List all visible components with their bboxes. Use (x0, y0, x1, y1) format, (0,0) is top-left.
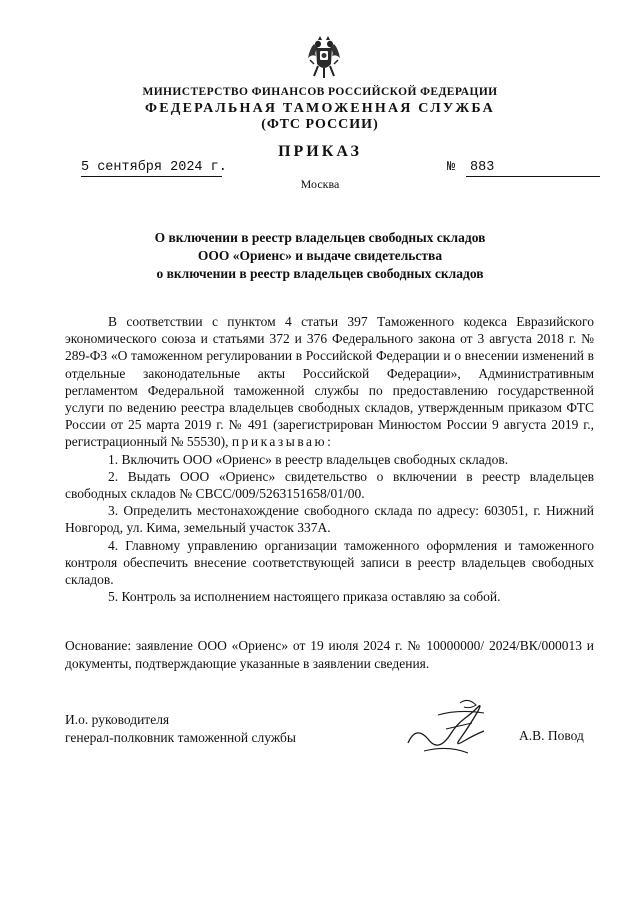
coat-of-arms-emblem (304, 34, 344, 80)
order-number: 883 (466, 160, 600, 177)
number-sign: № (447, 160, 456, 175)
document-body (65, 313, 594, 605)
handwritten-signature (398, 695, 508, 765)
title-line: о включении в реестр владельцев свободных складов (156, 266, 484, 281)
title-line: О включении в реестр владельцев свободных складов (154, 230, 486, 245)
basis-paragraph: Основание: заявление ООО «Ориенс» от 19 июля 2024 г. № 10000000/ 2024/ВК/000013 и документы, подтверждающие указанные в заявлении сведения. (65, 638, 594, 671)
signatory-position (65, 711, 296, 747)
service-abbreviation: (ФТС РОССИИ) (261, 117, 379, 132)
order-word: приказываю: (231, 434, 334, 450)
service-name: ФЕДЕРАЛЬНАЯ ТАМОЖЕННАЯ СЛУЖБА (145, 101, 495, 116)
order-date: 5 сентября 2024 г. (81, 160, 227, 175)
signatory-rank-line: генерал-полковник таможенной службы (65, 730, 296, 745)
order-item: 5. Контроль за исполнением настоящего приказа оставляю за собой. (108, 589, 501, 605)
signatory-role-line: И.о. руководителя (65, 712, 170, 727)
signatory-name: А.В. Повод (519, 728, 584, 743)
title-line: ООО «Ориенс» и выдаче свидетельства (197, 248, 443, 263)
document-type: ПРИКАЗ (278, 143, 362, 160)
document-title (60, 229, 580, 283)
order-item: 4. Главному управлению организации таможенного оформления и таможенного контроля обеспечить внесение соответствующей записи в реестр владельцев свободных складов. (65, 537, 594, 588)
order-item: 2. Выдать ООО «Ориенс» свидетельство о включении в реестр владельцев свободных складов № СВСС/009/5263151658/01/00. (65, 468, 594, 502)
ministry-name: МИНИСТЕРСТВО ФИНАНСОВ РОССИЙСКОЙ ФЕДЕРАЦИИ (142, 86, 498, 98)
city: Москва (300, 177, 340, 191)
preamble-text: В соответствии с пунктом 4 статьи 397 Таможенного кодекса Евразийского экономического союза и статьями 372 и 376 Федерального закона от 3 августа 2018 г. № 289-ФЗ «О таможенном регулировании в Российской Федерации и о внесении изменений в отдельные законодательные акты Российской Федерации», Административным регламентом Федеральной таможенной службы по предоставлению государственной услуги по ведению реестра владельцев свободных складов, утвержденным приказом ФТС России от 25 марта 2019 г. № 491 (зарегистрирован Минюстом России 9 августа 2019 г., регистрационный № 55530), (65, 314, 594, 450)
preamble-paragraph (65, 313, 594, 451)
order-item: 3. Определить местонахождение свободного склада по адресу: 603051, г. Нижний Новгород, ул. Кима, земельный участок 337А. (65, 503, 594, 536)
order-item: 1. Включить ООО «Ориенс» в реестр владельцев свободных складов. (108, 451, 509, 467)
